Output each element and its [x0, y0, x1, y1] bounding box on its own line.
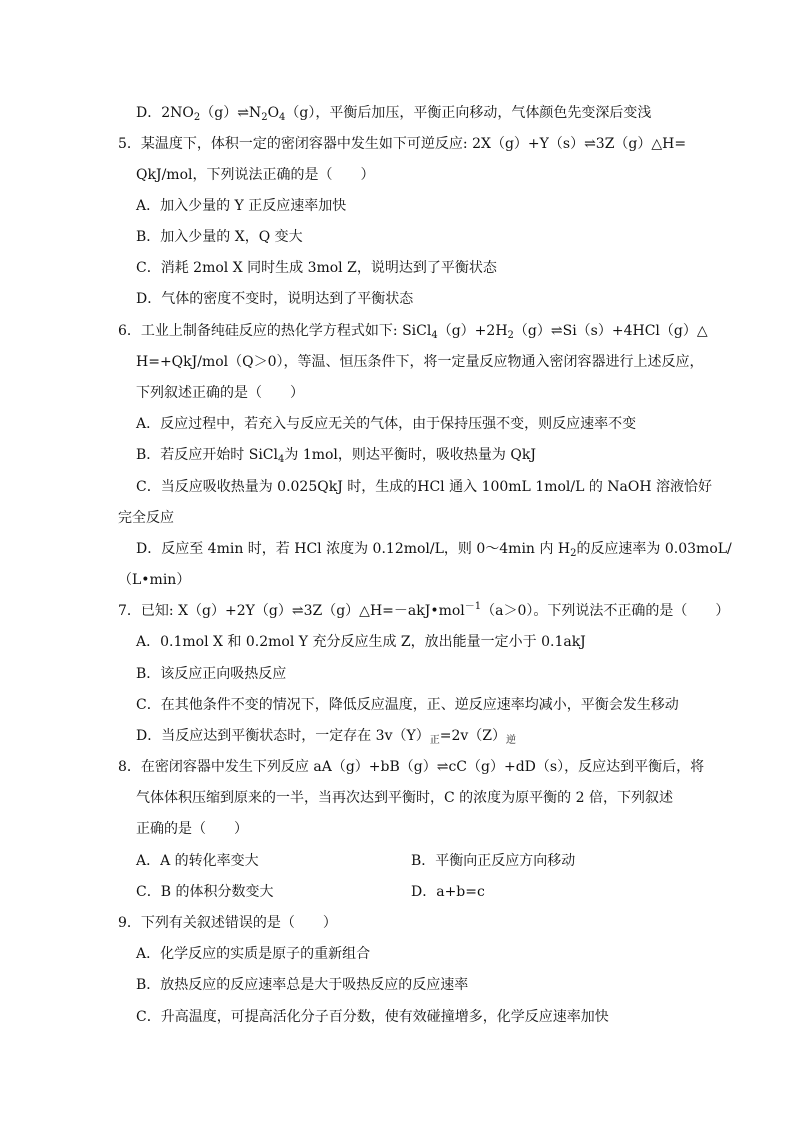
- q7-optd-text: D．当反应达到平衡状态时，一定存在 3v（Y）: [136, 728, 430, 744]
- q7-stem-text: 7．已知: X（g）+2Y（g）⇌3Z（g）△H=－akJ•mol: [118, 603, 465, 619]
- q8-option-b: B．平衡向正反应方向移动: [411, 853, 576, 869]
- q6-option-d-line1: [136, 539, 732, 559]
- subscript: 2: [507, 330, 514, 341]
- q9-option-c: C．升高温度，可提高活化分子百分数，使有效碰撞增多，化学反应速率加快: [136, 1009, 609, 1025]
- q8-stem-line2: 气体体积压缩到原来的一半，当再次达到平衡时，C 的浓度为原平衡的 2 倍，下列叙述: [136, 790, 673, 806]
- q6-optb-text: B．若反应开始时 SiCl: [136, 447, 278, 463]
- subscript: 2: [193, 112, 201, 123]
- q6-stem-text: （g）+2H: [437, 323, 508, 339]
- q6-optb-text: 为 1mol，则达平衡时，吸收热量为 QkJ: [284, 447, 536, 463]
- subscript: 正: [429, 735, 440, 746]
- q4-optd-text: （g）⇌N: [200, 105, 262, 121]
- q9-stem-line1: 9．下列有关叙述错误的是（ ）: [118, 915, 337, 931]
- q6-option-b: [136, 445, 536, 465]
- q5-option-d: D．气体的密度不变时，说明达到了平衡状态: [136, 291, 414, 307]
- q9-option-a: A．化学反应的实质是原子的重新组合: [136, 946, 371, 962]
- q7-optd-text: =2v（Z）: [439, 728, 507, 744]
- q7-option-c: C．在其他条件不变的情况下，降低反应温度，正、逆反应速率均减小，平衡会发生移动: [136, 697, 679, 713]
- q6-option-a: A．反应过程中，若充入与反应无关的气体，由于保持压强不变，则反应速率不变: [136, 416, 637, 432]
- q7-stem-text: （a＞0）。下列说法不正确的是（ ）: [481, 603, 730, 619]
- q5-option-b: B．加入少量的 X，Q 变大: [136, 229, 303, 245]
- q6-option-c-line1: C．当反应吸收热量为 0.025QkJ 时，生成的HCl 通入 100mL 1mol/L 的 NaOH 溶液恰好: [136, 479, 713, 495]
- q8-stem-line3: 正确的是（ ）: [136, 821, 248, 837]
- q6-option-c-line2: 完全反应: [118, 510, 174, 526]
- q8-option-c: C．B 的体积分数变大: [136, 884, 274, 900]
- subscript: 2: [570, 548, 577, 559]
- q6-optd-text: D．反应至 4min 时，若 HCl 浓度为 0.12mol/L，则 0～4min 内 H: [136, 541, 571, 557]
- q7-option-b: B．该反应正向吸热反应: [136, 666, 287, 682]
- q6-option-d-line2: （L•min）: [118, 572, 191, 588]
- q8-stem-line1: 8．在密闭容器中发生下列反应 aA（g）+bB（g）⇌cC（g）+dD（s），反应达到平衡后，将: [118, 759, 705, 775]
- superscript: －1: [464, 601, 482, 612]
- q4-option-d: [136, 103, 651, 123]
- q8-option-d: D．a+b=c: [411, 884, 485, 900]
- subscript: 2: [261, 112, 268, 123]
- q5-option-a: A．加入少量的 Y 正反应速率加快: [136, 198, 347, 214]
- q5-stem-line1: 5．某温度下，体积一定的密闭容器中发生如下可逆反应: 2X（g）+Y（s）⇌3Z（g）△H=: [118, 136, 687, 152]
- q5-option-c: C．消耗 2mol X 同时生成 3mol Z，说明达到了平衡状态: [136, 260, 497, 276]
- q6-stem-text: （g）⇌Si（s）+4HCl（g）△: [513, 323, 708, 339]
- subscript: 4: [431, 330, 438, 341]
- subscript: 4: [278, 454, 285, 465]
- subscript: 逆: [506, 735, 517, 746]
- q4-optd-text: D．2NO: [136, 105, 194, 121]
- q4-optd-text: O: [267, 105, 280, 121]
- q6-stem-line1: [118, 321, 708, 341]
- q6-optd-text: 的反应速率为 0.03moL/: [576, 541, 732, 557]
- q6-stem-line3: 下列叙述正确的是（ ）: [136, 385, 304, 401]
- q7-option-d: [136, 726, 516, 746]
- q5-stem-line2: QkJ/mol，下列说法正确的是（ ）: [136, 167, 375, 183]
- q4-optd-text: （g），平衡后加压，平衡正向移动，气体颜色先变深后变浅: [285, 105, 652, 121]
- q8-option-a: A．A 的转化率变大: [136, 853, 259, 869]
- q6-stem-line2: H=+QkJ/mol（Q＞0），等温、恒压条件下，将一定量反应物通入密闭容器进行上述反应，: [136, 354, 704, 370]
- q7-option-a: A．0.1mol X 和 0.2mol Y 充分反应生成 Z，放出能量一定小于 0.1akJ: [136, 634, 586, 650]
- subscript: 4: [279, 112, 286, 123]
- q6-stem-text: 6．工业上制备纯硅反应的热化学方程式如下: SiCl: [118, 323, 432, 339]
- q7-stem-line1: [118, 601, 729, 621]
- q9-option-b: B．放热反应的反应速率总是大于吸热反应的反应速率: [136, 977, 469, 993]
